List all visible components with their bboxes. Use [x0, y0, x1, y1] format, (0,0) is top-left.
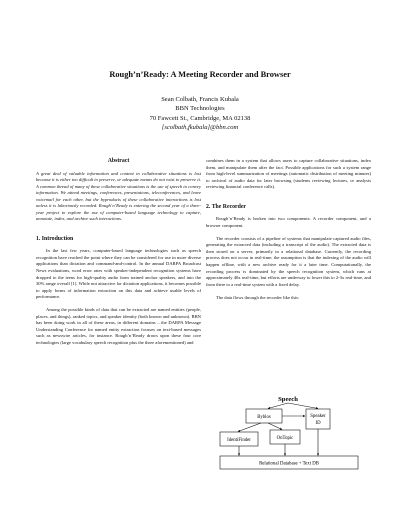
abstract-text: A great deal of valuable information and content in collaborative situations is lost because it is either too difficult to preserve, or adequate means do not exist to preserve it. A common thread of many of these collaborative situations is the use of speech to convey information. We attend meetings, conferences, presentations, teleconferences, and leave voicemail for each other, but the byproducts of these collaborative interactions is lost unless it is laboriously recorded. Rough’n’Ready is entering the second year of a three-year project to explore the use of computer-based language technology to capture, annotate, index, and archive such interactions.: [36, 170, 201, 222]
abstract-heading: Abstract: [107, 158, 130, 164]
ontopic-label: OnTopic: [276, 436, 294, 441]
recorder-flow-intro: The data flows through the recorder like this:: [216, 294, 300, 300]
paper-title: Rough’n’Ready: A Meeting Recorder and Browser: [109, 70, 291, 79]
speaker-id-label-line2: ID: [315, 421, 321, 426]
author-email: [scolbath,fkubala]@bbn.com: [161, 124, 239, 132]
right-column: [206, 158, 371, 301]
author-names: Sean Colbath, Francis Kubala: [161, 96, 239, 103]
author-address: 70 Fawcett St., Cambridge, MA 02138: [149, 114, 251, 122]
author-block: [0, 95, 400, 133]
byblos-label: Byblos: [257, 415, 271, 420]
recorder-heading: 2. The Recorder: [206, 203, 246, 210]
introduction-paragraph-2: Among the possible kinds of data that can be extracted are named entities (people, places, and things), ranked topics, and speaker identity (both known and unknown). BBN has been doing work in all of these areas, in different domains – the DARPA Message Understanding Conference for named entity extraction focuses on text-based messages such as newswire articles, for instance. Rough’n’Ready draws upon these four core technologies (large vocabulary speech recognition plus the three aforementioned) and: [36, 307, 201, 345]
left-column: [36, 158, 201, 347]
recorder-paragraph-1: Rough’n’Ready is broken into two components: A recorder component, and a browser component.: [206, 216, 371, 228]
identifinder-label: IdentiFinder: [227, 438, 251, 443]
introduction-paragraph-1: In the last few years, computer-based language technologies such as speech recognition have reached the point where they can be considered for use in more diverse applications than dictation and command-and-control. In the annual DARPA Broadcast News evaluations, word error rates with speaker-independent recognition systems have dropped to the teens for high-quality audio from trained anchor speakers, and into the 30% range overall [1]. While not attractive for dictation applications, it becomes possible to apply forms of information extraction on this data and achieve usable levels of performance.: [36, 248, 201, 300]
recorder-paragraph-2: The recorder consists of a pipeline of systems that manipulate captured audio files, generating the extracted data (including a transcript of the audio). The extracted data is then stored on a server, primarily in a relational database. Currently, the recording process does not occur in real-time; the assumption is that the indexing of the audio will happen offline, with a new archive ready for it a later time. Computationally, the recording process is dominated by the speech recognition system, which runs at approximately 40x real-time, but efforts are underway to lower this to 2-3x real-time, and from there to a real-time system with a fixed delay.: [206, 235, 371, 287]
flow-diagram-svg: [206, 393, 371, 473]
speaker-id-box: [306, 409, 330, 429]
abstract-section: [36, 158, 201, 223]
byblos-to-ontopic-arrow: [268, 423, 282, 430]
speaker-id-label-line1: Speaker: [310, 414, 326, 419]
author-org: BBN Technologies: [175, 105, 225, 113]
introduction-heading: 1. Introduction: [36, 235, 74, 242]
byblos-to-identifinder-arrow: [238, 423, 261, 432]
database-label: Relational Database + Text DB: [259, 461, 319, 467]
speech-label: Speech: [278, 396, 298, 403]
introduction-continuation: combines them in a system that allows users to capture collaborative situations, index them, and manipulate them after the fact. Possible applications for such a system range from high-level summarization of meetings (automatic distribution of meeting minutes) to archival of audio data for later browsing (students reviewing lectures, or analysts reviewing financial conference calls).: [206, 158, 371, 190]
recorder-flow-diagram: [206, 393, 371, 473]
speech-to-speaker-arrow: [288, 403, 318, 409]
speech-to-byblos-arrow: [268, 403, 288, 409]
introduction-section: [36, 236, 201, 347]
